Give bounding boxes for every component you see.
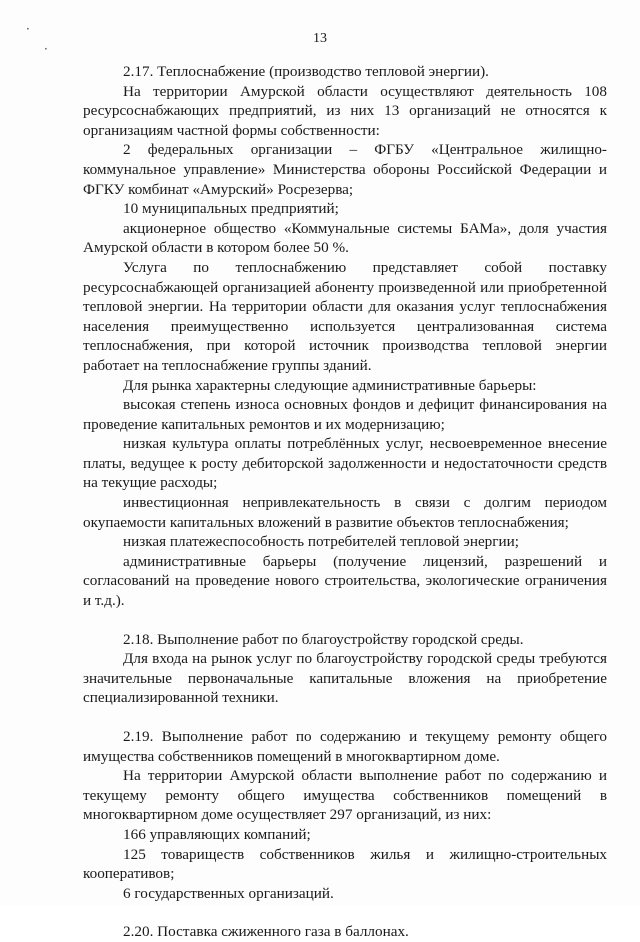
list-item: 166 управляющих компаний; — [123, 825, 311, 843]
list-item: 125 товариществ собственников жилья и жилищно-строительных кооперативов; — [83, 845, 607, 883]
list-item: низкая культура оплаты потреблённых услуг, несвоевременное внесение платы, ведущее к росту дебиторской задолженности и недостаточности средств на текущие расходы; — [83, 435, 607, 492]
list-item: высокая степень износа основных фондов и дефицит финансирования на проведение капитальных ремонтов и их модернизацию; — [83, 396, 607, 433]
paragraph: Услуга по теплоснабжению представляет собой поставку ресурсоснабжающей организацией абоненту произведенной или приобретенной тепловой энергии. На территории области для оказания услуг теплоснабжения населения преимущественно используется централизованная система теплоснабжения, при которой источник производства тепловой энергии работает на теплоснабжение группы зданий. — [83, 258, 607, 374]
list-item: административные барьеры (получение лицензий, разрешений и согласований на проведение нового строительства, экологические ограничения и т.д.). — [83, 552, 607, 610]
page-number: 13 — [313, 31, 327, 46]
section-heading: 2.18. Выполнение работ по благоустройству городской среды. — [123, 630, 524, 648]
list-item: 10 муниципальных предприятий; — [123, 200, 339, 218]
list-item: низкая платежеспособность потребителей тепловой энергии; — [123, 533, 519, 551]
section-heading: 2.19. Выполнение работ по содержанию и текущему ремонту общего имущества собственников помещений в многоквартирном доме. — [83, 728, 607, 765]
section-heading: 2.20. Поставка сжиженного газа в баллонах. — [123, 923, 409, 941]
document-body — [83, 62, 607, 942]
list-item: 6 государственных организаций. — [123, 884, 334, 902]
paragraph: Для входа на рынок услуг по благоустройству городской среды требуются значительные первоначальные капитальные вложения на приобретение специализированной техники. — [83, 650, 607, 707]
scan-mark: · — [26, 22, 30, 36]
list-item: 2 федеральных организации – ФГБУ «Центральное жилищно-коммунальное управление» Министерства обороны Российской Федерации и ФГКУ комбинат «Амурский» Росрезерва; — [83, 141, 607, 198]
paragraph: На территории Амурской области выполнение работ по содержанию и текущему ремонту общего имущества собственников помещений в многоквартирном доме осуществляет 297 организаций, из них: — [83, 767, 607, 824]
scan-mark: · — [44, 42, 48, 56]
paragraph: На территории Амурской области осуществляют деятельность 108 ресурсоснабжающих предприятий, из них 13 организаций не относятся к организациям частной формы собственности: — [83, 82, 607, 139]
list-item: акционерное общество «Коммунальные системы БАМа», доля участия Амурской области в котором более 50 %. — [83, 219, 607, 257]
paragraph: Для рынка характерны следующие административные барьеры: — [123, 376, 537, 394]
section-heading: 2.17. Теплоснабжение (производство тепловой энергии). — [123, 63, 489, 80]
list-item: инвестиционная непривлекательность в связи с долгим периодом окупаемости капитальных вложений в развитие объектов теплоснабжения; — [83, 494, 607, 531]
